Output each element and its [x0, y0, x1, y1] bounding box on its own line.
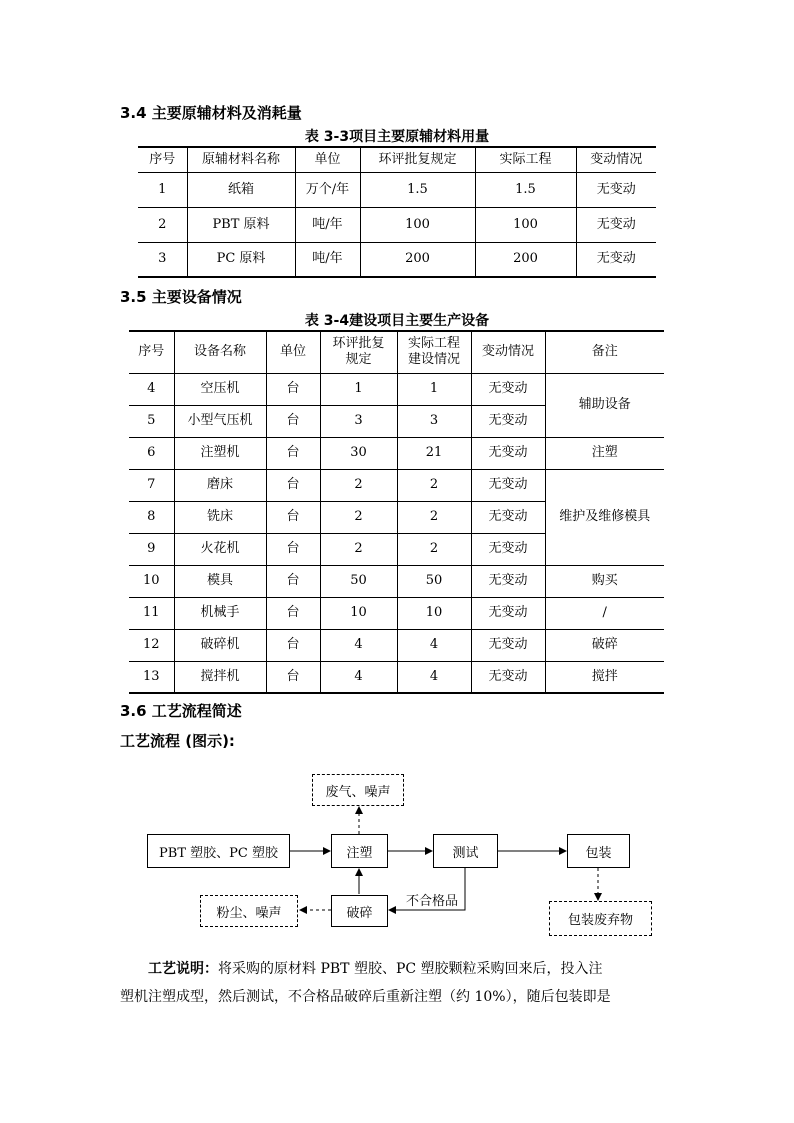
flow-node-raw-material: PBT 塑胶、PC 塑胶: [147, 834, 290, 868]
cell-unit: 台: [266, 565, 320, 597]
header-cell: 单位: [266, 331, 320, 373]
cell-remark: 维护及维修模具: [545, 469, 664, 565]
cell-index: 6: [129, 437, 174, 469]
flow-node-dust-noise: 粉尘、噪声: [200, 895, 298, 927]
cell-actual: 3: [397, 405, 471, 437]
cell-actual: 50: [397, 565, 471, 597]
cell-unit: 万个/年: [295, 172, 360, 207]
cell-actual: 21: [397, 437, 471, 469]
cell-unit: 吨/年: [295, 207, 360, 242]
section-3-4-heading: 3.4 主要原辅材料及消耗量: [120, 104, 302, 122]
cell-material: PBT 原料: [187, 207, 295, 242]
cell-unit: 台: [266, 469, 320, 501]
process-description: [120, 955, 680, 1011]
cell-approved: 2: [320, 501, 397, 533]
cell-index: 13: [129, 661, 174, 693]
cell-change: 无变动: [471, 469, 545, 501]
cell-change: 无变动: [576, 172, 656, 207]
cell-device: 搅拌机: [174, 661, 266, 693]
header-cell: 原辅材料名称: [187, 147, 295, 172]
cell-index: 2: [138, 207, 187, 242]
cell-change: 无变动: [471, 373, 545, 405]
cell-index: 1: [138, 172, 187, 207]
header-cell: 环评批复规定: [360, 147, 475, 172]
header-cell: 实际工程: [475, 147, 576, 172]
cell-approved: 4: [320, 629, 397, 661]
cell-index: 3: [138, 242, 187, 277]
cell-approved: 1.5: [360, 172, 475, 207]
cell-change: 无变动: [471, 565, 545, 597]
cell-actual: 1.5: [475, 172, 576, 207]
flow-node-testing: 测试: [433, 834, 498, 868]
cell-approved: 10: [320, 597, 397, 629]
cell-actual: 2: [397, 533, 471, 565]
cell-change: 无变动: [471, 661, 545, 693]
cell-actual: 10: [397, 597, 471, 629]
cell-index: 8: [129, 501, 174, 533]
cell-change: 无变动: [576, 242, 656, 277]
cell-approved: 200: [360, 242, 475, 277]
cell-approved: 1: [320, 373, 397, 405]
cell-change: 无变动: [471, 437, 545, 469]
cell-device: 空压机: [174, 373, 266, 405]
cell-remark: 购买: [545, 565, 664, 597]
cell-remark: 搅拌: [545, 661, 664, 693]
cell-approved: 100: [360, 207, 475, 242]
cell-device: 破碎机: [174, 629, 266, 661]
cell-unit: 台: [266, 597, 320, 629]
cell-index: 12: [129, 629, 174, 661]
table-3-4-caption: 表 3-4建设项目主要生产设备: [304, 313, 490, 329]
cell-change: 无变动: [471, 597, 545, 629]
cell-approved: 50: [320, 565, 397, 597]
cell-actual: 1: [397, 373, 471, 405]
section-3-5-heading: 3.5 主要设备情况: [120, 288, 242, 306]
cell-approved: 2: [320, 469, 397, 501]
cell-device: 磨床: [174, 469, 266, 501]
cell-change: 无变动: [471, 501, 545, 533]
flow-node-packaging-waste: 包装废弃物: [549, 901, 652, 936]
cell-remark: 辅助设备: [545, 373, 664, 437]
cell-device: 注塑机: [174, 437, 266, 469]
cell-unit: 台: [266, 533, 320, 565]
cell-device: 模具: [174, 565, 266, 597]
cell-unit: 吨/年: [295, 242, 360, 277]
cell-unit: 台: [266, 405, 320, 437]
cell-index: 9: [129, 533, 174, 565]
cell-change: 无变动: [471, 533, 545, 565]
description-lead: 工艺说明：: [148, 961, 218, 977]
header-cell: 变动情况: [576, 147, 656, 172]
cell-device: 小型气压机: [174, 405, 266, 437]
flow-node-packaging: 包装: [567, 834, 630, 868]
cell-unit: 台: [266, 661, 320, 693]
cell-device: 铣床: [174, 501, 266, 533]
cell-actual: 4: [397, 661, 471, 693]
cell-device: 火花机: [174, 533, 266, 565]
cell-material: 纸箱: [187, 172, 295, 207]
flow-node-crushing: 破碎: [331, 895, 388, 927]
cell-device: 机械手: [174, 597, 266, 629]
cell-unit: 台: [266, 373, 320, 405]
header-cell: 序号: [129, 331, 174, 373]
description-line-1: [120, 955, 680, 983]
section-3-6-heading: 3.6 工艺流程简述: [120, 702, 242, 720]
description-text-1: 将采购的原材料 PBT 塑胶、PC 塑胶颗粒采购回来后，投入注: [218, 961, 603, 977]
cell-approved: 30: [320, 437, 397, 469]
cell-index: 11: [129, 597, 174, 629]
cell-remark: 注塑: [545, 437, 664, 469]
cell-remark: 破碎: [545, 629, 664, 661]
cell-actual: 4: [397, 629, 471, 661]
cell-change: 无变动: [471, 629, 545, 661]
cell-actual: 200: [475, 242, 576, 277]
table-3-3-caption: 表 3-3项目主要原辅材料用量: [304, 129, 490, 145]
cell-approved: 4: [320, 661, 397, 693]
header-cell: 备注: [545, 331, 664, 373]
cell-unit: 台: [266, 501, 320, 533]
cell-change: 无变动: [471, 405, 545, 437]
cell-approved: 2: [320, 533, 397, 565]
flow-node-waste-gas-noise: 废气、噪声: [312, 774, 404, 806]
header-cell: 设备名称: [174, 331, 266, 373]
header-cell: 变动情况: [471, 331, 545, 373]
process-flow-subtitle: 工艺流程 (图示):: [120, 732, 235, 750]
cell-index: 4: [129, 373, 174, 405]
cell-actual: 2: [397, 469, 471, 501]
flow-label-reject: 不合格品: [406, 894, 459, 909]
cell-actual: 2: [397, 501, 471, 533]
cell-change: 无变动: [576, 207, 656, 242]
cell-index: 7: [129, 469, 174, 501]
cell-actual: 100: [475, 207, 576, 242]
cell-index: 10: [129, 565, 174, 597]
cell-index: 5: [129, 405, 174, 437]
cell-unit: 台: [266, 437, 320, 469]
cell-material: PC 原料: [187, 242, 295, 277]
cell-unit: 台: [266, 629, 320, 661]
header-cell-text: 实际工程建设情况: [407, 336, 460, 368]
description-line-2: 塑机注塑成型，然后测试，不合格品破碎后重新注塑（约 10%），随后包装即是: [120, 989, 611, 1005]
flow-node-injection: 注塑: [331, 834, 388, 868]
header-cell: 单位: [295, 147, 360, 172]
header-cell-text: 环评批复规定: [332, 336, 385, 368]
cell-approved: 3: [320, 405, 397, 437]
header-cell: 序号: [138, 147, 187, 172]
cell-remark: /: [545, 597, 664, 629]
